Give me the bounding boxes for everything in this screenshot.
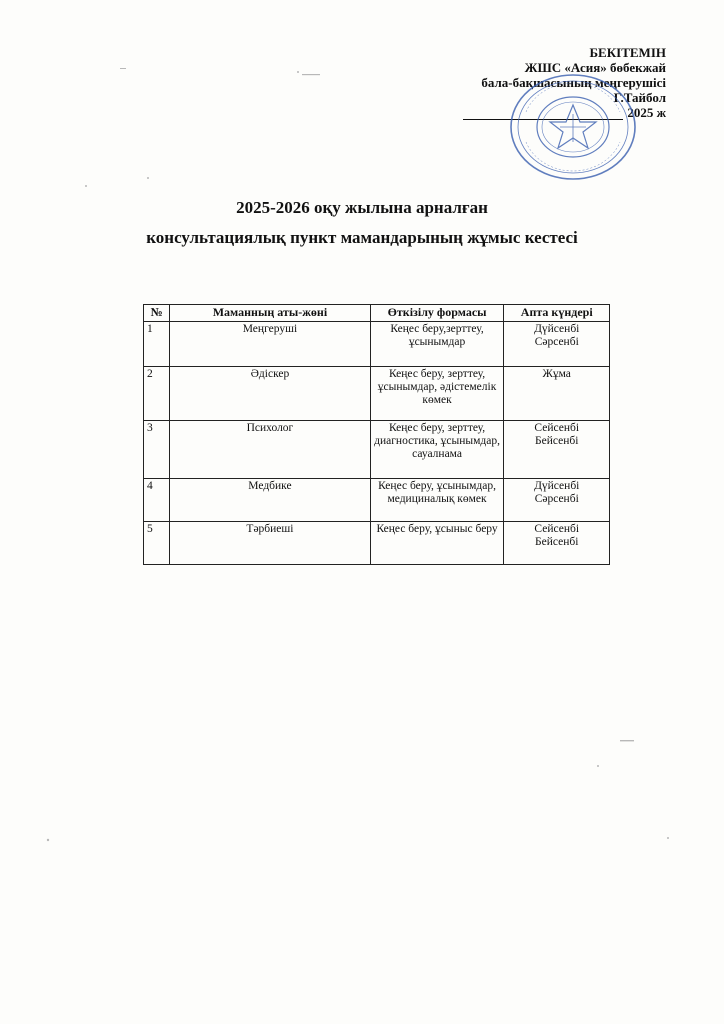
weekday: Сейсенбі — [534, 523, 580, 535]
approval-organization: ЖШС «Асия» бөбекжай — [524, 60, 666, 75]
row-specialist: Психолог — [170, 421, 370, 479]
row-number: 5 — [144, 522, 170, 565]
document-title-line2: консультациялық пункт мамандарының жұмыс кестесі — [146, 228, 578, 247]
row-specialist: Тәрбиеші — [170, 522, 370, 565]
document-title-line1: 2025-2026 оқу жылына арналған — [236, 198, 488, 217]
header-specialist: Маманның аты-жөні — [170, 305, 370, 322]
table-row — [144, 479, 610, 522]
table-header-row — [144, 305, 610, 322]
header-weekdays: Апта күндері — [504, 305, 610, 322]
row-form: Кеңес беру, зерттеу, диагностика, ұсынымдар, сауалнама — [370, 421, 504, 479]
row-form: Кеңес беру, ұсыныс беру — [370, 522, 504, 565]
row-weekdays — [504, 479, 610, 522]
weekday: Сәрсенбі — [534, 493, 579, 505]
round-seal-icon — [508, 72, 638, 182]
table-row — [144, 367, 610, 421]
row-number: 4 — [144, 479, 170, 522]
row-weekdays — [504, 367, 610, 421]
row-form: Кеңес беру, зерттеу, ұсынымдар, әдістемелік көмек — [370, 367, 504, 421]
row-number: 1 — [144, 322, 170, 367]
row-number: 2 — [144, 367, 170, 421]
approval-year: 2025 ж — [627, 105, 666, 120]
row-weekdays — [504, 322, 610, 367]
weekday: Дүйсенбі — [534, 480, 580, 492]
row-weekdays — [504, 421, 610, 479]
row-number: 3 — [144, 421, 170, 479]
weekday: Бейсенбі — [535, 435, 579, 447]
row-form: Кеңес беру,зерттеу, ұсынымдар — [370, 322, 504, 367]
row-specialist: Әдіскер — [170, 367, 370, 421]
weekday: Сәрсенбі — [534, 336, 579, 348]
row-form: Кеңес беру, ұсынымдар, медициналық көмек — [370, 479, 504, 522]
approval-signer: Г.Тайбол — [613, 90, 666, 105]
weekday: Жұма — [542, 368, 571, 380]
weekday: Сейсенбі — [534, 422, 580, 434]
schedule-table — [143, 304, 610, 565]
weekday: Бейсенбі — [535, 536, 579, 548]
row-weekdays — [504, 522, 610, 565]
row-specialist: Медбике — [170, 479, 370, 522]
table-row — [144, 522, 610, 565]
header-number: № — [144, 305, 170, 322]
table-row — [144, 421, 610, 479]
approval-position: бала-бақшасының меңгерушісі — [481, 75, 666, 90]
header-form: Өткізілу формасы — [370, 305, 504, 322]
row-specialist: Меңгеруші — [170, 322, 370, 367]
weekday: Дүйсенбі — [534, 323, 580, 335]
table-row — [144, 322, 610, 367]
approval-heading: БЕКІТЕМІН — [589, 45, 666, 60]
